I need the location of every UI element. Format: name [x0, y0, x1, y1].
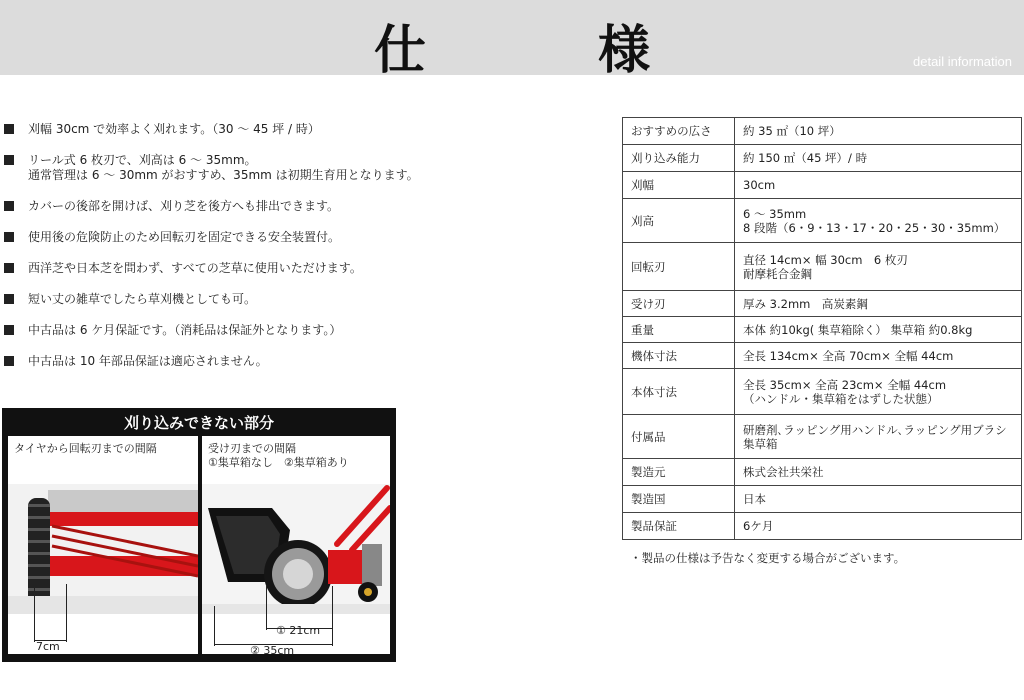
spec-row	[623, 145, 1022, 172]
spec-value: 30cm	[735, 172, 1022, 199]
spec-value: 全長 134cm× 全高 70cm× 全幅 44cm	[735, 343, 1022, 369]
spec-key: 製造国	[623, 486, 735, 513]
feature-item: 西洋芝や日本芝を問わず、すべての芝草に使用いただけます。	[4, 261, 604, 276]
feature-item: 短い丈の雑草でしたら草刈機としても可。	[4, 292, 604, 307]
cannot-cut-box	[2, 408, 396, 662]
right-panel-label: 受け刃までの間隔 ①集草箱なし ②集草箱あり	[208, 442, 349, 469]
spec-value: 研磨剤､ラッピング用ハンドル､ラッピング用ブラシ 集草箱	[735, 415, 1022, 459]
feature-list	[4, 122, 604, 385]
spec-row	[623, 118, 1022, 145]
spec-row	[623, 343, 1022, 369]
measure-line	[266, 586, 267, 630]
measure-line	[214, 606, 215, 646]
measure-label-7cm: 7cm	[36, 640, 60, 653]
spec-key: 製造元	[623, 459, 735, 486]
spec-key: 刈幅	[623, 172, 735, 199]
mower-front-photo	[202, 484, 390, 614]
left-panel-label: タイヤから回転刃までの間隔	[14, 442, 157, 455]
square-bullet-icon	[4, 325, 14, 335]
spec-row	[623, 486, 1022, 513]
spec-row	[623, 317, 1022, 343]
square-bullet-icon	[4, 356, 14, 366]
spec-key: 製品保証	[623, 513, 735, 540]
spec-key: おすすめの広さ	[623, 118, 735, 145]
spec-key: 重量	[623, 317, 735, 343]
spec-value: 約 35 ㎡（10 坪）	[735, 118, 1022, 145]
measure-label-35cm: ② 35cm	[250, 644, 295, 657]
page-header	[0, 0, 1024, 81]
spec-key: 回転刃	[623, 243, 735, 291]
page-subtitle: detail information	[913, 54, 1012, 69]
square-bullet-icon	[4, 294, 14, 304]
spec-value: 約 150 ㎡（45 坪）/ 時	[735, 145, 1022, 172]
measure-line	[66, 584, 67, 642]
spec-row	[623, 415, 1022, 459]
square-bullet-icon	[4, 263, 14, 273]
page-title: 仕 様	[373, 21, 710, 81]
square-bullet-icon	[4, 232, 14, 242]
spec-row	[623, 369, 1022, 415]
spec-key: 本体寸法	[623, 369, 735, 415]
feature-item: 中古品は 10 年部品保証は適応されません。	[4, 354, 604, 369]
spec-value: 日本	[735, 486, 1022, 513]
square-bullet-icon	[4, 124, 14, 134]
left-panel	[8, 436, 198, 654]
spec-value: 本体 約10kg( 集草箱除く） 集草箱 約0.8kg	[735, 317, 1022, 343]
spec-value: 全長 35cm× 全高 23cm× 全幅 44cm （ハンドル・集草箱をはずした状態）	[735, 369, 1022, 415]
square-bullet-icon	[4, 201, 14, 211]
spec-note: ・製品の仕様は予告なく変更する場合がございます。	[630, 551, 906, 565]
spec-row	[623, 172, 1022, 199]
square-bullet-icon	[4, 155, 14, 165]
spec-row	[623, 199, 1022, 243]
mower-side-photo	[8, 484, 198, 614]
feature-item: 刈幅 30cm で効率よく刈れます。（30 ～ 45 坪 / 時）	[4, 122, 604, 137]
feature-item: 使用後の危険防止のため回転刃を固定できる安全装置付。	[4, 230, 604, 245]
right-panel	[202, 436, 390, 657]
spec-key: 機体寸法	[623, 343, 735, 369]
spec-key: 刈り込み能力	[623, 145, 735, 172]
spec-value: 直径 14cm× 幅 30cm 6 枚刃 耐摩耗合金鋼	[735, 243, 1022, 291]
spec-key: 付属品	[623, 415, 735, 459]
measure-label-21cm: ① 21cm	[276, 624, 321, 637]
spec-row	[623, 291, 1022, 317]
feature-item: リール式 6 枚刃で、刈高は 6 ～ 35mm。 通常管理は 6 ～ 30mm がおすすめ、35mm は初期生育用となります。	[4, 153, 604, 183]
spec-row	[623, 513, 1022, 540]
spec-row	[623, 243, 1022, 291]
spec-key: 刈高	[623, 199, 735, 243]
cannot-cut-title: 刈り込みできない部分	[123, 414, 274, 432]
spec-value: 厚み 3.2mm 高炭素鋼	[735, 291, 1022, 317]
feature-item: 中古品は 6 ケ月保証です。（消耗品は保証外となります。）	[4, 323, 604, 338]
measure-line	[332, 586, 333, 646]
spec-key: 受け刃	[623, 291, 735, 317]
measure-line	[34, 584, 35, 642]
spec-row	[623, 459, 1022, 486]
spec-table	[622, 117, 1022, 540]
feature-item: カバーの後部を開けば、刈り芝を後方へも排出できます。	[4, 199, 604, 214]
spec-value: 株式会社共栄社	[735, 459, 1022, 486]
spec-value: 6ケ月	[735, 513, 1022, 540]
spec-value: 6 ～ 35mm 8 段階（6・9・13・17・20・25・30・35mm）	[735, 199, 1022, 243]
